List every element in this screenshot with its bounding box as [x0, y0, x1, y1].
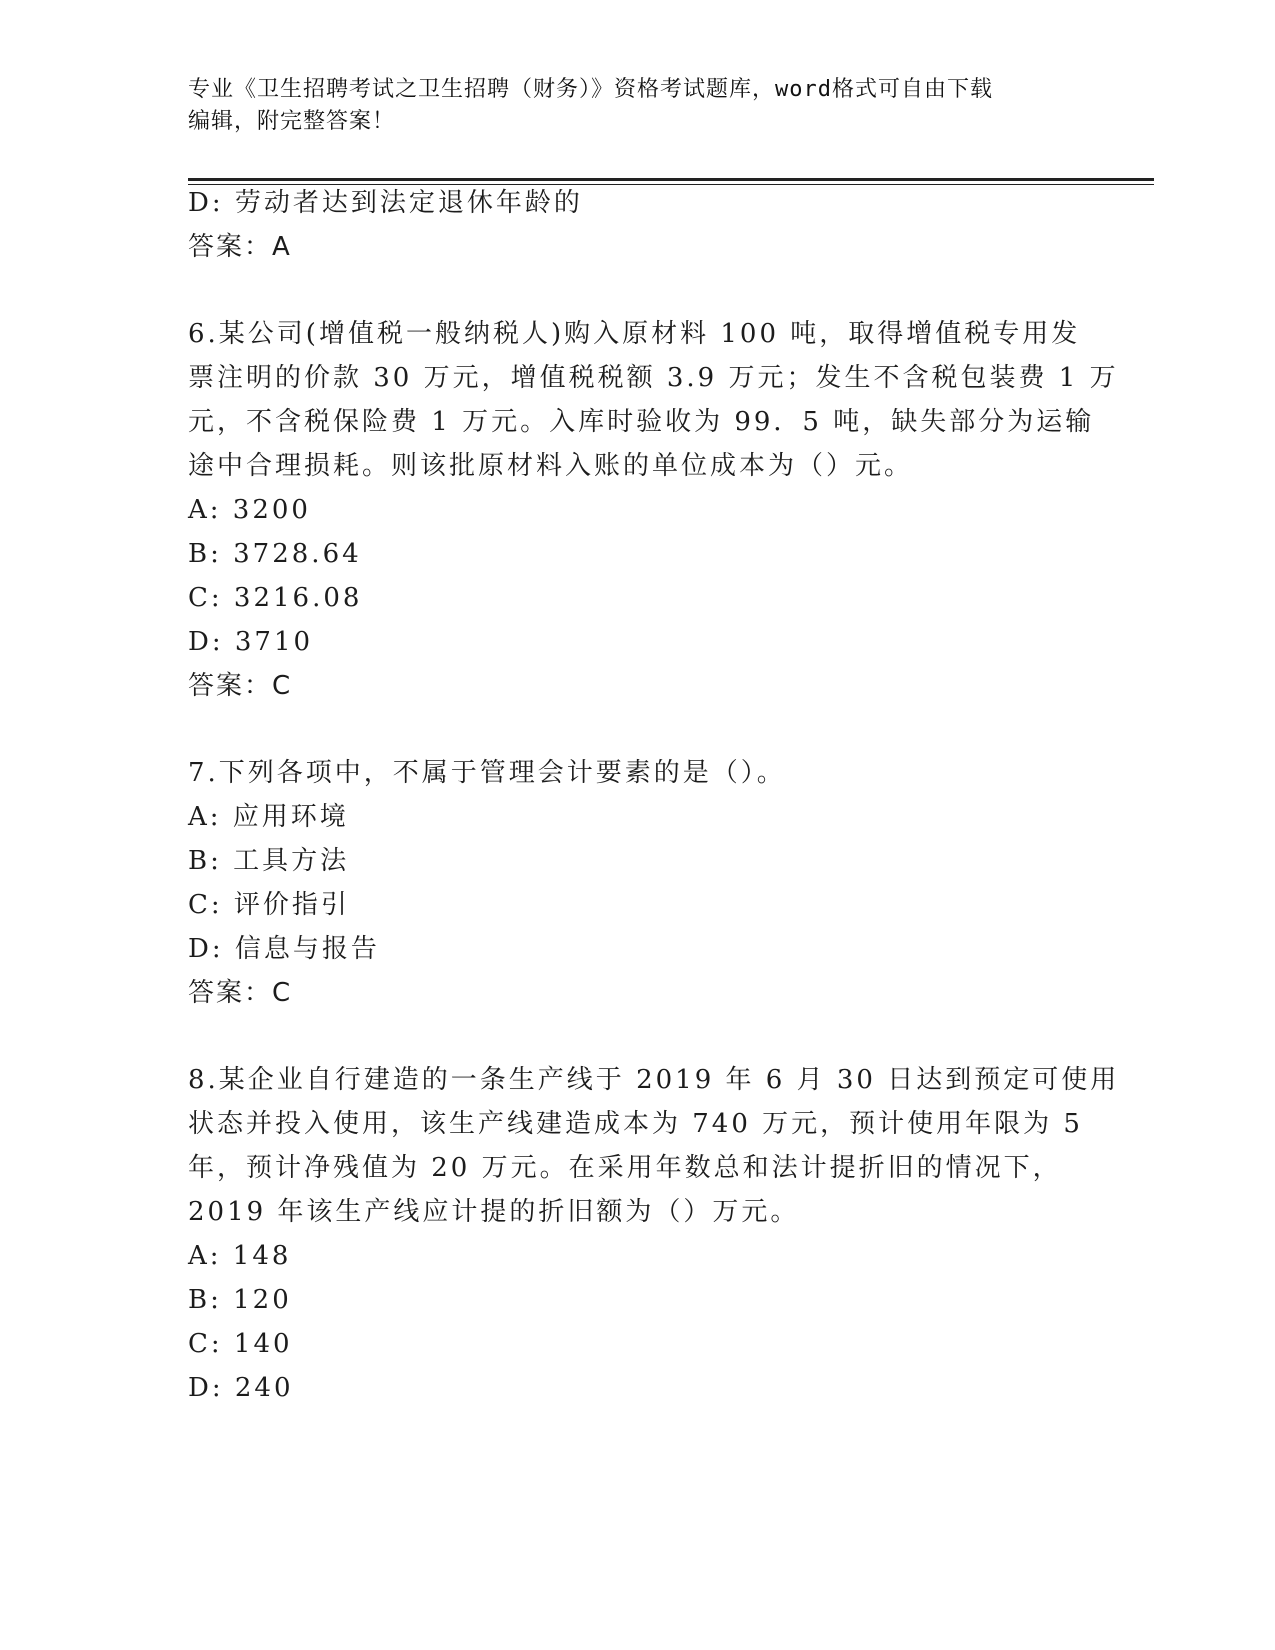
header-line-2: 编辑，附完整答案！ [188, 109, 396, 134]
q6-stem-line-4: 途中合理损耗。则该批原材料入账的单位成本为（）元。 [188, 451, 914, 481]
q7-option-a: A: 应用环境 [188, 802, 349, 832]
q8-option-a: A: 148 [188, 1241, 292, 1271]
q8-option-d: D: 240 [188, 1373, 294, 1403]
q5-option-d: D: 劳动者达到法定退休年龄的 [188, 188, 583, 218]
q6-option-c: C: 3216.08 [188, 583, 363, 613]
q8-stem-line-4: 2019 年该生产线应计提的折旧额为（）万元。 [188, 1197, 800, 1227]
q5-answer: 答案：A [188, 232, 292, 262]
q8-stem-line-2: 状态并投入使用，该生产线建造成本为 740 万元，预计使用年限为 5 [188, 1109, 1083, 1139]
q7-answer: 答案：C [188, 978, 293, 1008]
q7-option-b: B: 工具方法 [188, 846, 350, 876]
document-header [188, 74, 1088, 138]
q8-stem-line-3: 年，预计净残值为 20 万元。在采用年数总和法计提折旧的情况下， [188, 1153, 1062, 1183]
q6-option-d: D: 3710 [188, 627, 314, 657]
q6-stem-line-1: 6.某公司(增值税一般纳税人)购入原材料 100 吨，取得增值税专用发 [188, 319, 1081, 349]
q6-answer: 答案：C [188, 671, 293, 701]
q8-option-b: B: 120 [188, 1285, 292, 1315]
q6-option-a: A: 3200 [188, 495, 311, 525]
header-line-1: 专业《卫生招聘考试之卫生招聘（财务）》资格考试题库，word格式可自由下载 [188, 77, 993, 102]
q7-stem-line-1: 7.下列各项中，不属于管理会计要素的是（）。 [188, 758, 786, 788]
q8-stem-line-1: 8.某企业自行建造的一条生产线于 2019 年 6 月 30 日达到预定可使用 [188, 1065, 1120, 1095]
q6-stem-line-3: 元，不含税保险费 1 万元。入库时验收为 99．5 吨，缺失部分为运输 [188, 407, 1095, 437]
q6-option-b: B: 3728.64 [188, 539, 362, 569]
q6-stem-line-2: 票注明的价款 30 万元，增值税税额 3.9 万元；发生不含税包装费 1 万 [188, 363, 1119, 393]
q7-option-d: D: 信息与报告 [188, 934, 380, 964]
q8-option-c: C: 140 [188, 1329, 293, 1359]
q7-option-c: C: 评价指引 [188, 890, 350, 920]
